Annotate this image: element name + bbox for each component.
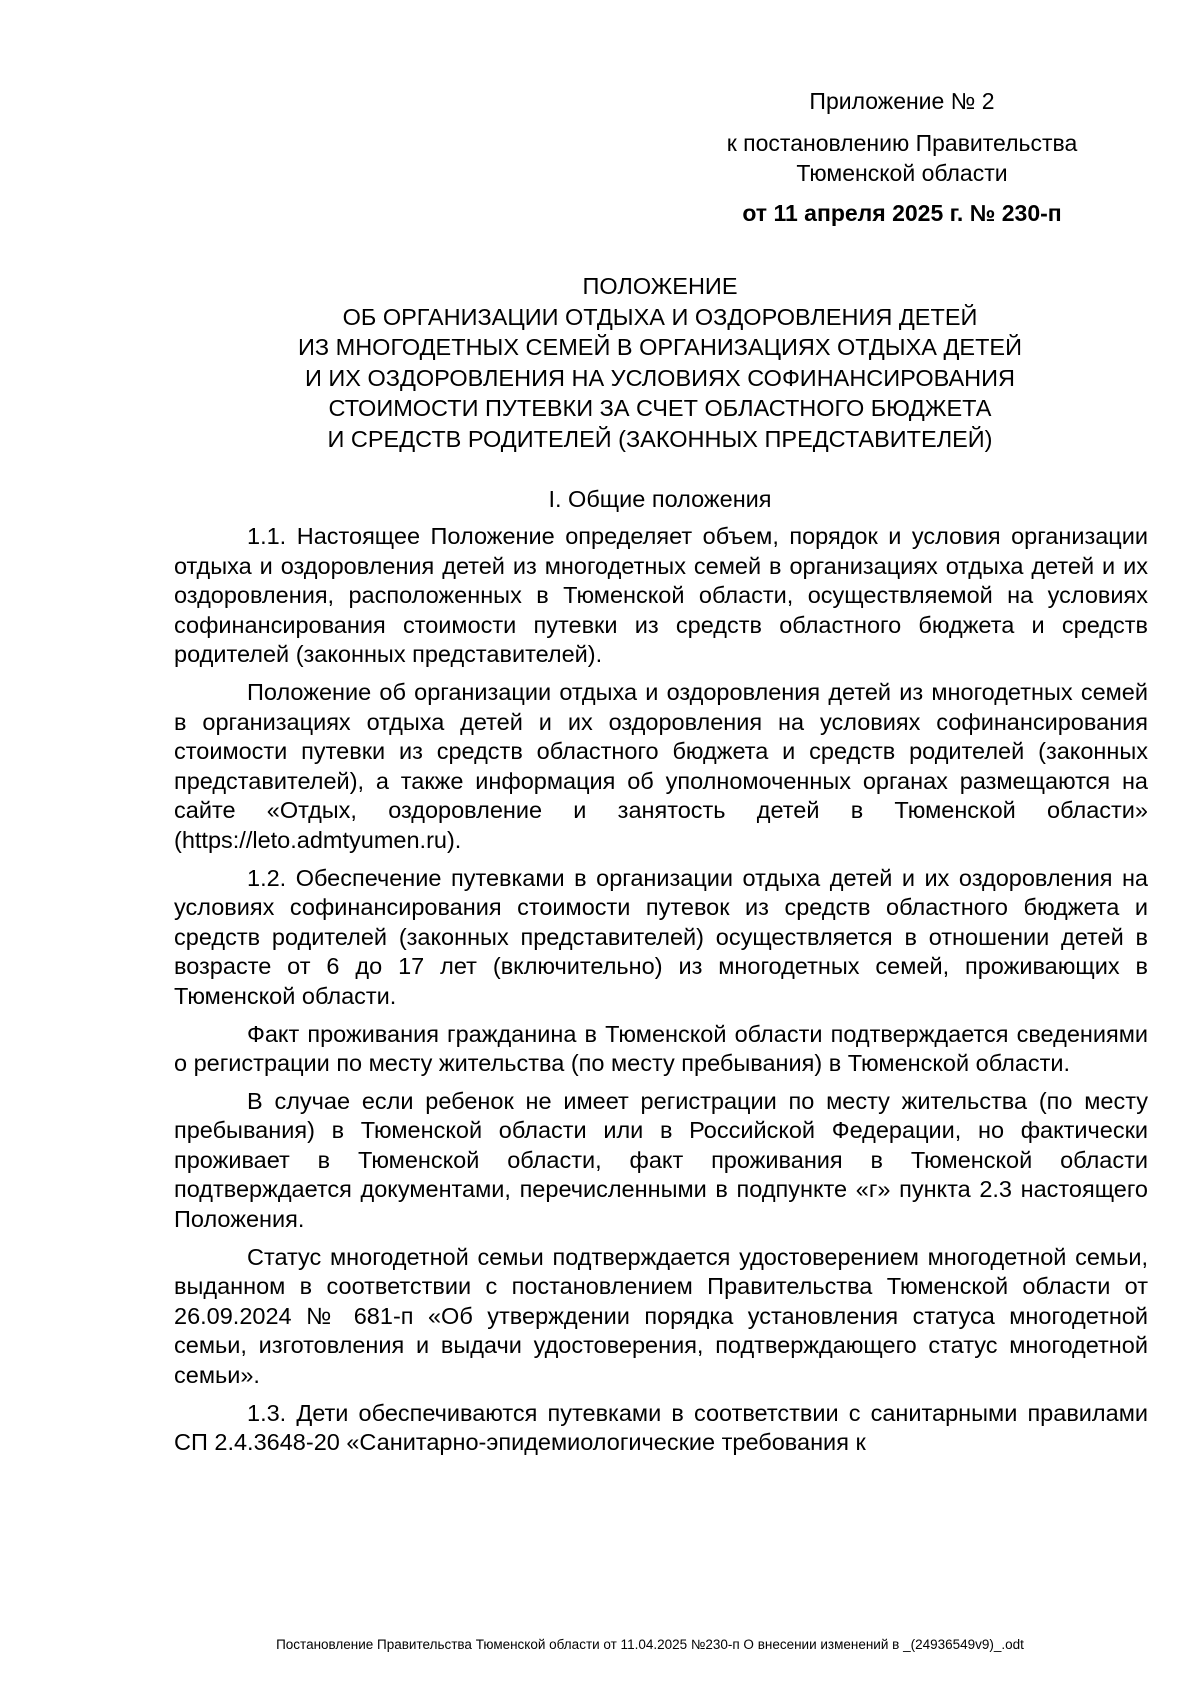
resolution-line-1: к постановлению Правительства [726, 130, 1078, 156]
section-heading: I. Общие положения [548, 486, 772, 512]
resolution-line-2: Тюменской области [796, 160, 1008, 186]
document-body [174, 522, 1148, 1466]
paragraph-residence-fact: Факт проживания гражданина в Тюменской области подтверждается сведениями о регистрации по месту жительства (по месту пребывания) в Тюменской области. [174, 1020, 1148, 1077]
paragraph-no-registration: В случае если ребенок не имеет регистрации по месту жительства (по месту пребывания) в Тюменской области или в Российской Федерации, но фактически проживает в Тюменской области, факт проживания в Тюменской области подтверждается документами, перечисленными в подпункте «г» пункта 2.3 настоящего Положения. [174, 1087, 1148, 1233]
title-line: ИЗ МНОГОДЕТНЫХ СЕМЕЙ В ОРГАНИЗАЦИЯХ ОТДЫХА ДЕТЕЙ [298, 334, 1022, 360]
title-line: ПОЛОЖЕНИЕ [582, 273, 738, 299]
resolution-reference [672, 128, 1132, 188]
title-line: ОБ ОРГАНИЗАЦИИ ОТДЫХА И ОЗДОРОВЛЕНИЯ ДЕТЕЙ [342, 303, 978, 330]
annex-label: Приложение № 2 [809, 88, 995, 114]
paragraph-large-family-status: Статус многодетной семьи подтверждается удостоверением многодетной семьи, выданном в соответствии с постановлением Правительства Тюменской области от 26.09.2024 № 681-п «Об утверждении порядка установления статуса многодетной семьи, изготовления и выдачи удостоверения, подтверждающего статус многодетной семьи». [174, 1243, 1148, 1389]
document-title [170, 271, 1150, 454]
resolution-date-number: от 11 апреля 2025 г. № 230-п [742, 200, 1062, 226]
paragraph-1-2: 1.2. Обеспечение путевками в организации отдыха детей и их оздоровления на условиях софинансирования стоимости путевок из средств областного бюджета и средств родителей (законных представителей) осуществляется в отношении детей в возрасте от 6 до 17 лет (включительно) из многодетных семей, проживающих в Тюменской области. [174, 864, 1148, 1009]
paragraph-1-3: 1.3. Дети обеспечиваются путевками в соответствии с санитарными правилами СП 2.4.3648-20 «Санитарно-эпидемиологические требования к [174, 1399, 1148, 1456]
title-line: И СРЕДСТВ РОДИТЕЛЕЙ (ЗАКОННЫХ ПРЕДСТАВИТЕЛЕЙ) [327, 425, 993, 452]
title-line: СТОИМОСТИ ПУТЕВКИ ЗА СЧЕТ ОБЛАСТНОГО БЮДЖЕТА [328, 395, 992, 421]
page-footer: Постановление Правительства Тюменской области от 11.04.2025 №230-п О внесении изменений в _(24936549v9)_.odt [276, 1637, 1024, 1652]
paragraph-site-info: Положение об организации отдыха и оздоровления детей из многодетных семей в организациях отдыха детей и их оздоровления на условиях софинансирования стоимости путевки из средств областного бюджета и средств родителей (законных представителей), а также информация об уполномоченных органах размещаются на сайте «Отдых, оздоровление и занятость детей в Тюменской области» (https://leto.admtyumen.ru). [174, 678, 1148, 853]
paragraph-1-1: 1.1. Настоящее Положение определяет объем, порядок и условия организации отдыха и оздоровления детей из многодетных семей в организациях отдыха детей и их оздоровления, расположенных в Тюменской области, осуществляемой на условиях софинансирования стоимости путевки из средств областного бюджета и средств родителей (законных представителей). [174, 523, 1148, 668]
title-line: И ИХ ОЗДОРОВЛЕНИЯ НА УСЛОВИЯХ СОФИНАНСИРОВАНИЯ [304, 364, 1016, 391]
